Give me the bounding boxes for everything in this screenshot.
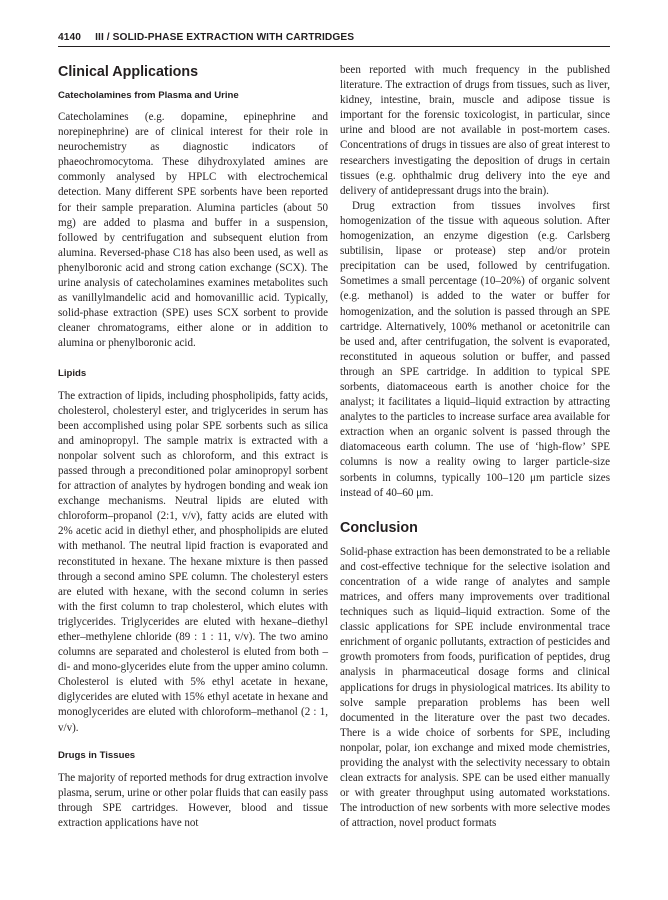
- running-title: III / SOLID-PHASE EXTRACTION WITH CARTRIDGES: [95, 32, 355, 43]
- header-rule: [58, 46, 610, 47]
- paragraph-lipids: The extraction of lipids, including phospholipids, fatty acids, cholesterol, cholesteryl ester, and triglycerides in serum has been accomplished using polar SPE sorbents such as silica and aminopropyl. The sample matrix is extracted with a nonpolar solvent such as chloroform, and this extract is passed through a preconditioned polar aminopropyl sorbent for attraction of analytes by hydrogen bonding and weak ion exchange mechanisms. Neutral lipids are eluted with chloroform–propanol (2:1, v/v), fatty acids are eluted with 2% acetic acid in diethyl ether, and phospholipids are eluted with methanol. The neutral lipid fraction is evaporated and reconstituted in hexane. The hexane mixture is then passed through a second amino SPE column. The cholesteryl esters are eluted with hexane, with the second column in series with the first column to trap cholesterol, which elutes with triglycerides. Triglycerides are eluted with hexane–diethyl ether–methylene chloride (89 : 1 : 11, v/v). The two amino columns are separated and cholesterol is eluted from both – di- and mono-glycerides elute from the upper amino column. Cholesterol is eluted with 5% ethyl acetate in hexane, diglycerides are eluted with 15% ethyl acetate in hexane and monoglycerides are eluted with chloroform–methanol (2 : 1, v/v).: [58, 389, 328, 734]
- page-number: 4140: [58, 32, 82, 43]
- paragraph-catecholamines: Catecholamines (e.g. dopamine, epinephrine and norepinephrine) are of clinical interest for their role in neurochemistry as diagnostic indicators of phaeochromocytoma. These dihydroxylated amines are commonly analysed by HPLC with electrochemical detection. Many different SPE sorbents have been reported for their sample preparation. Alumina particles (about 50 mg) are added to plasma and buffer in a suspension, followed by centrifugation and subsequent elution from alumina. Reversed-phase C18 has also been used, as well as phenylboronic acid and strong cation exchange (SCX). The urine analysis of catecholamines examines metabolites such as vanillylmandelic acid and homovanillic acid. Typically, solid-phase extraction (SPE) uses SCX sorbent to provide cleaner chromatograms, either alone or in addition to alumina or phenylboronic acid.: [58, 111, 328, 350]
- paragraph-tissue-literature: been reported with much frequency in the published literature. The extraction of drugs from tissues, such as liver, kidney, intestine, brain, muscle and adipose tissue is important for the forensic toxicologist, in particular, since urine and blood are not available in post-mortem cases. Concentrations of drugs in tissues are also of great interest to researchers investigating the deposition of drugs in certain tissues (e.g. ophthalmic drug delivery into the eye and delivery of antidepressant drugs into the brain).: [340, 64, 610, 197]
- running-header: [58, 32, 610, 43]
- section-title-clinical: Clinical Applications: [58, 64, 199, 80]
- left-column: [58, 63, 328, 831]
- paragraph-drugs-in-tissues: The majority of reported methods for drug extraction involve plasma, serum, urine or other polar fluids that can easily pass through SPE cartridges. However, blood and tissue extraction applications have not: [58, 771, 328, 829]
- subsection-title-drugs-in-tissues: Drugs in Tissues: [58, 749, 136, 761]
- section-title-conclusion: Conclusion: [340, 519, 418, 536]
- subsection-title-catecholamines: Catecholamines from Plasma and Urine: [58, 90, 239, 101]
- paragraph-conclusion: Solid-phase extraction has been demonstrated to be a reliable and cost-effective technique for the selective isolation and concentration of a wide range of analytes and sample matrices, and offers many improvements over traditional techniques such as liquid–liquid extraction. Some of the classic applications for SPE include environmental trace enrichment of organic pollutants, extraction of pesticides and growth promoters from foods, purification of peptides, drug analysis in pharmaceutical dosage forms and clinical applications for drugs in physiological matrices. Its ability to solve sample preparation problems has been well documented in the literature over the past two decades. There is a wide choice of sorbents for SPE, including nonpolar, polar, ion exchange and mixed mode chemistries, providing the analyst with the selectivity necessary to obtain clean extracts for analysis. SPE can be used either manually or with greater throughput using automated workstations. The introduction of new sorbents with more selective modes of attraction, novel product formats: [340, 545, 610, 830]
- subsection-title-lipids: Lipids: [58, 367, 87, 379]
- right-column: [340, 63, 610, 832]
- paragraph-tissue-homogenization: Drug extraction from tissues involves first homogenization of the tissue with aqueous solution. After homogenization, an enzyme digestion (e.g. Carlsberg subtilisin, lipase or protease) step and/or protein precipitation can be used, followed by centrifugation. Sometimes a small percentage (10–20%) of organic solvent (e.g. methanol) is added to the water or buffer for homogenization, and the solution is passed through an SPE cartridge. Alternatively, 100% methanol or acetonitrile can be used and, after centrifugation, the solvent is evaporated, reconstituted in aqueous solution or buffer, and passed through an SPE cartridge. In addition to typical SPE sorbents, diatomaceous earth is another choice for the analyst; it facilitates a liquid–liquid extraction by attracting analytes to the particles to increase surface area available for extraction when an organic solvent is passed through the diatomaceous earth column. The use of ‘high-flow’ SPE columns is now a reality owing to larger particle-size sorbents in columns, typically 100–120 μm particle sizes instead of 40–60 μm.: [340, 199, 610, 499]
